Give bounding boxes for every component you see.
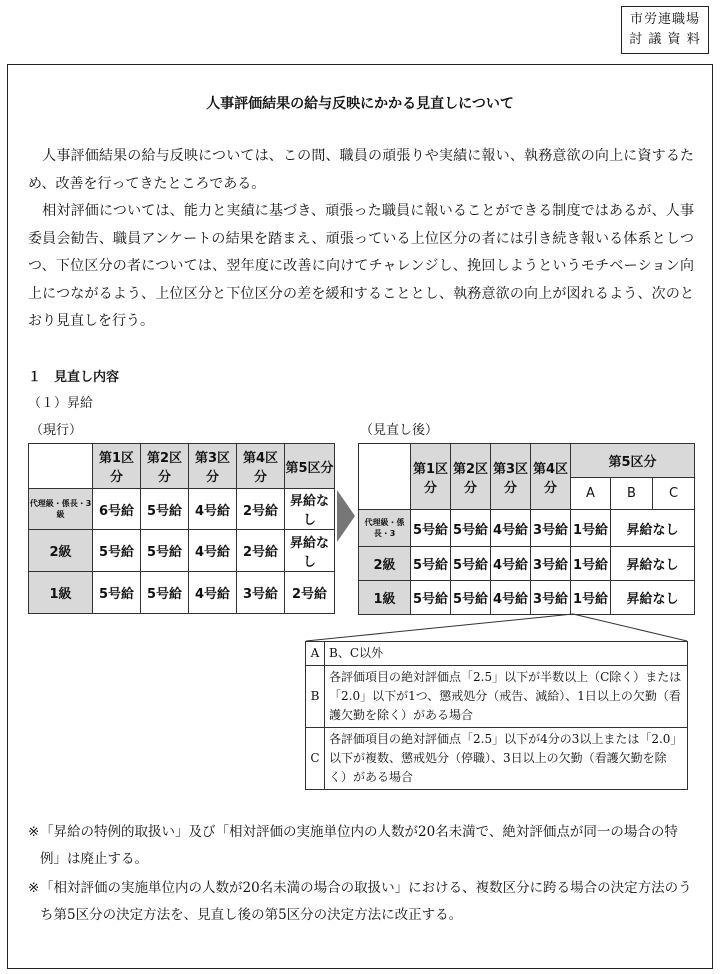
subheader-cell: B [611,478,653,510]
section-heading: １ 見直し内容 [28,370,120,385]
table-row [29,489,335,530]
grade-cell: 2級 [359,547,411,581]
value-cell: 5号給 [93,530,141,572]
value-cell: 5号給 [411,510,451,547]
revised-table [358,443,695,615]
value-cell: 5号給 [451,581,491,615]
table-row [359,581,695,615]
note-2 [28,875,698,929]
note-mark: ※ [28,824,40,840]
document-stamp [621,6,709,54]
value-cell: 4号給 [491,581,531,615]
table-row [29,530,335,572]
header-cell: 第2区分 [451,444,491,510]
value-cell: 2号給 [285,572,335,614]
value-cell: 3号給 [237,572,285,614]
header-cell: 第1区分 [411,444,451,510]
value-cell: 1号給 [571,510,611,547]
value-cell: 昇給なし [285,530,335,572]
value-cell: 昇給なし [611,510,695,547]
revised-label: （見直し後） [360,423,439,438]
value-cell: 5号給 [451,510,491,547]
value-cell: 昇給なし [611,547,695,581]
header-corner-cell [359,444,411,510]
legend-row [306,642,688,666]
legend-row [306,666,688,728]
value-cell: 3号給 [531,547,571,581]
legend-table [305,641,688,790]
legend-key: C [306,728,325,790]
header-cell: 第2区分 [141,444,189,489]
grade-cell: 代理級・係長・3 [359,510,411,547]
value-cell: 2号給 [237,530,285,572]
legend-key: A [306,642,325,666]
grade-cell: 1級 [29,572,93,614]
value-cell: 1号給 [571,581,611,615]
value-cell: 5号給 [141,489,189,530]
grade-cell: 代理級・係長・3級 [29,489,93,530]
paragraph-2 [28,198,694,336]
header-cell: 第4区分 [237,444,285,489]
note-mark: ※ [28,880,40,896]
value-cell: 4号給 [189,572,237,614]
subheader-cell: A [571,478,611,510]
value-cell: 5号給 [141,530,189,572]
value-cell: 昇給なし [285,489,335,530]
value-cell: 4号給 [189,530,237,572]
subheader-cell: C [653,478,695,510]
callout-lines [305,613,695,643]
header-cell: 第5区分 [571,444,695,478]
current-table [28,443,335,614]
legend-key: B [306,666,325,728]
note-text: 「昇給の特例的取扱い」及び「相対評価の実施単位内の人数が20名未満で、絶対評価点が同一の場合の特例」は廃止する。 [40,824,678,867]
paragraph-1-text: 人事評価結果の給与反映については、この間、職員の頑張りや実績に報い、執務意欲の向上に資するため、改善を行ってきたところである。 [28,148,694,192]
value-cell: 4号給 [189,489,237,530]
header-cell: 第3区分 [491,444,531,510]
subsection-heading: （１）昇給 [28,396,94,411]
table-row [29,572,335,614]
value-cell: 3号給 [531,581,571,615]
stamp-line-2: 討 議 資 料 [629,32,701,47]
value-cell: 6号給 [93,489,141,530]
current-label: （現行） [30,423,83,438]
legend-text: B、C以外 [325,642,688,666]
value-cell: 5号給 [411,581,451,615]
value-cell: 5号給 [451,547,491,581]
value-cell: 5号給 [93,572,141,614]
value-cell: 4号給 [491,510,531,547]
value-cell: 4号給 [491,547,531,581]
value-cell: 5号給 [141,572,189,614]
value-cell: 1号給 [571,547,611,581]
note-text: 「相対評価の実施単位内の人数が20名未満の場合の取扱い」における、複数区分に跨る場合の決定方法のうち第5区分の決定方法を、見直し後の第5区分の決定方法に改正する。 [40,880,692,923]
header-cell: 第5区分 [285,444,335,489]
header-corner-cell [29,444,93,489]
value-cell: 昇給なし [611,581,695,615]
table-row [359,510,695,547]
table-row [359,547,695,581]
page-title: 人事評価結果の給与反映にかかる見直しについて [206,96,514,112]
legend-row [306,728,688,790]
value-cell: 2号給 [237,489,285,530]
legend-text: 各評価項目の絶対評価点「2.5」以下が4分の3以上または「2.0」以下が複数、懲戒処分（停職）、3日以上の欠勤（看護欠勤を除く）がある場合 [325,728,688,790]
value-cell: 5号給 [411,547,451,581]
header-cell: 第3区分 [189,444,237,489]
legend-text: 各評価項目の絶対評価点「2.5」以下が半数以上（C除く）または「2.0」以下が1つ、懲戒処分（戒告、減給）、1日以上の欠勤（看護欠勤を除く）がある場合 [325,666,688,728]
paragraph-1 [28,143,694,198]
paragraph-2-text: 相対評価については、能力と実績に基づき、頑張った職員に報いることができる制度ではあるが、人事委員会勧告、職員アンケートの結果を踏まえ、頑張っている上位区分の者には引き続き報いる体系としつつ、下位区分の者については、翌年度に改善に向けてチャレンジし、挽回しようというモチベーション向上につながるよう、上位区分と下位区分の差を緩和することとし、執務意欲の向上が図れるよう、次のとおり見直しを行う。 [28,203,694,329]
note-1 [28,819,698,873]
grade-cell: 1級 [359,581,411,615]
header-cell: 第1区分 [93,444,141,489]
grade-cell: 2級 [29,530,93,572]
value-cell: 3号給 [531,510,571,547]
arrow-right-icon [337,490,355,542]
header-cell: 第4区分 [531,444,571,510]
stamp-line-1: 市労連職場 [629,12,700,27]
